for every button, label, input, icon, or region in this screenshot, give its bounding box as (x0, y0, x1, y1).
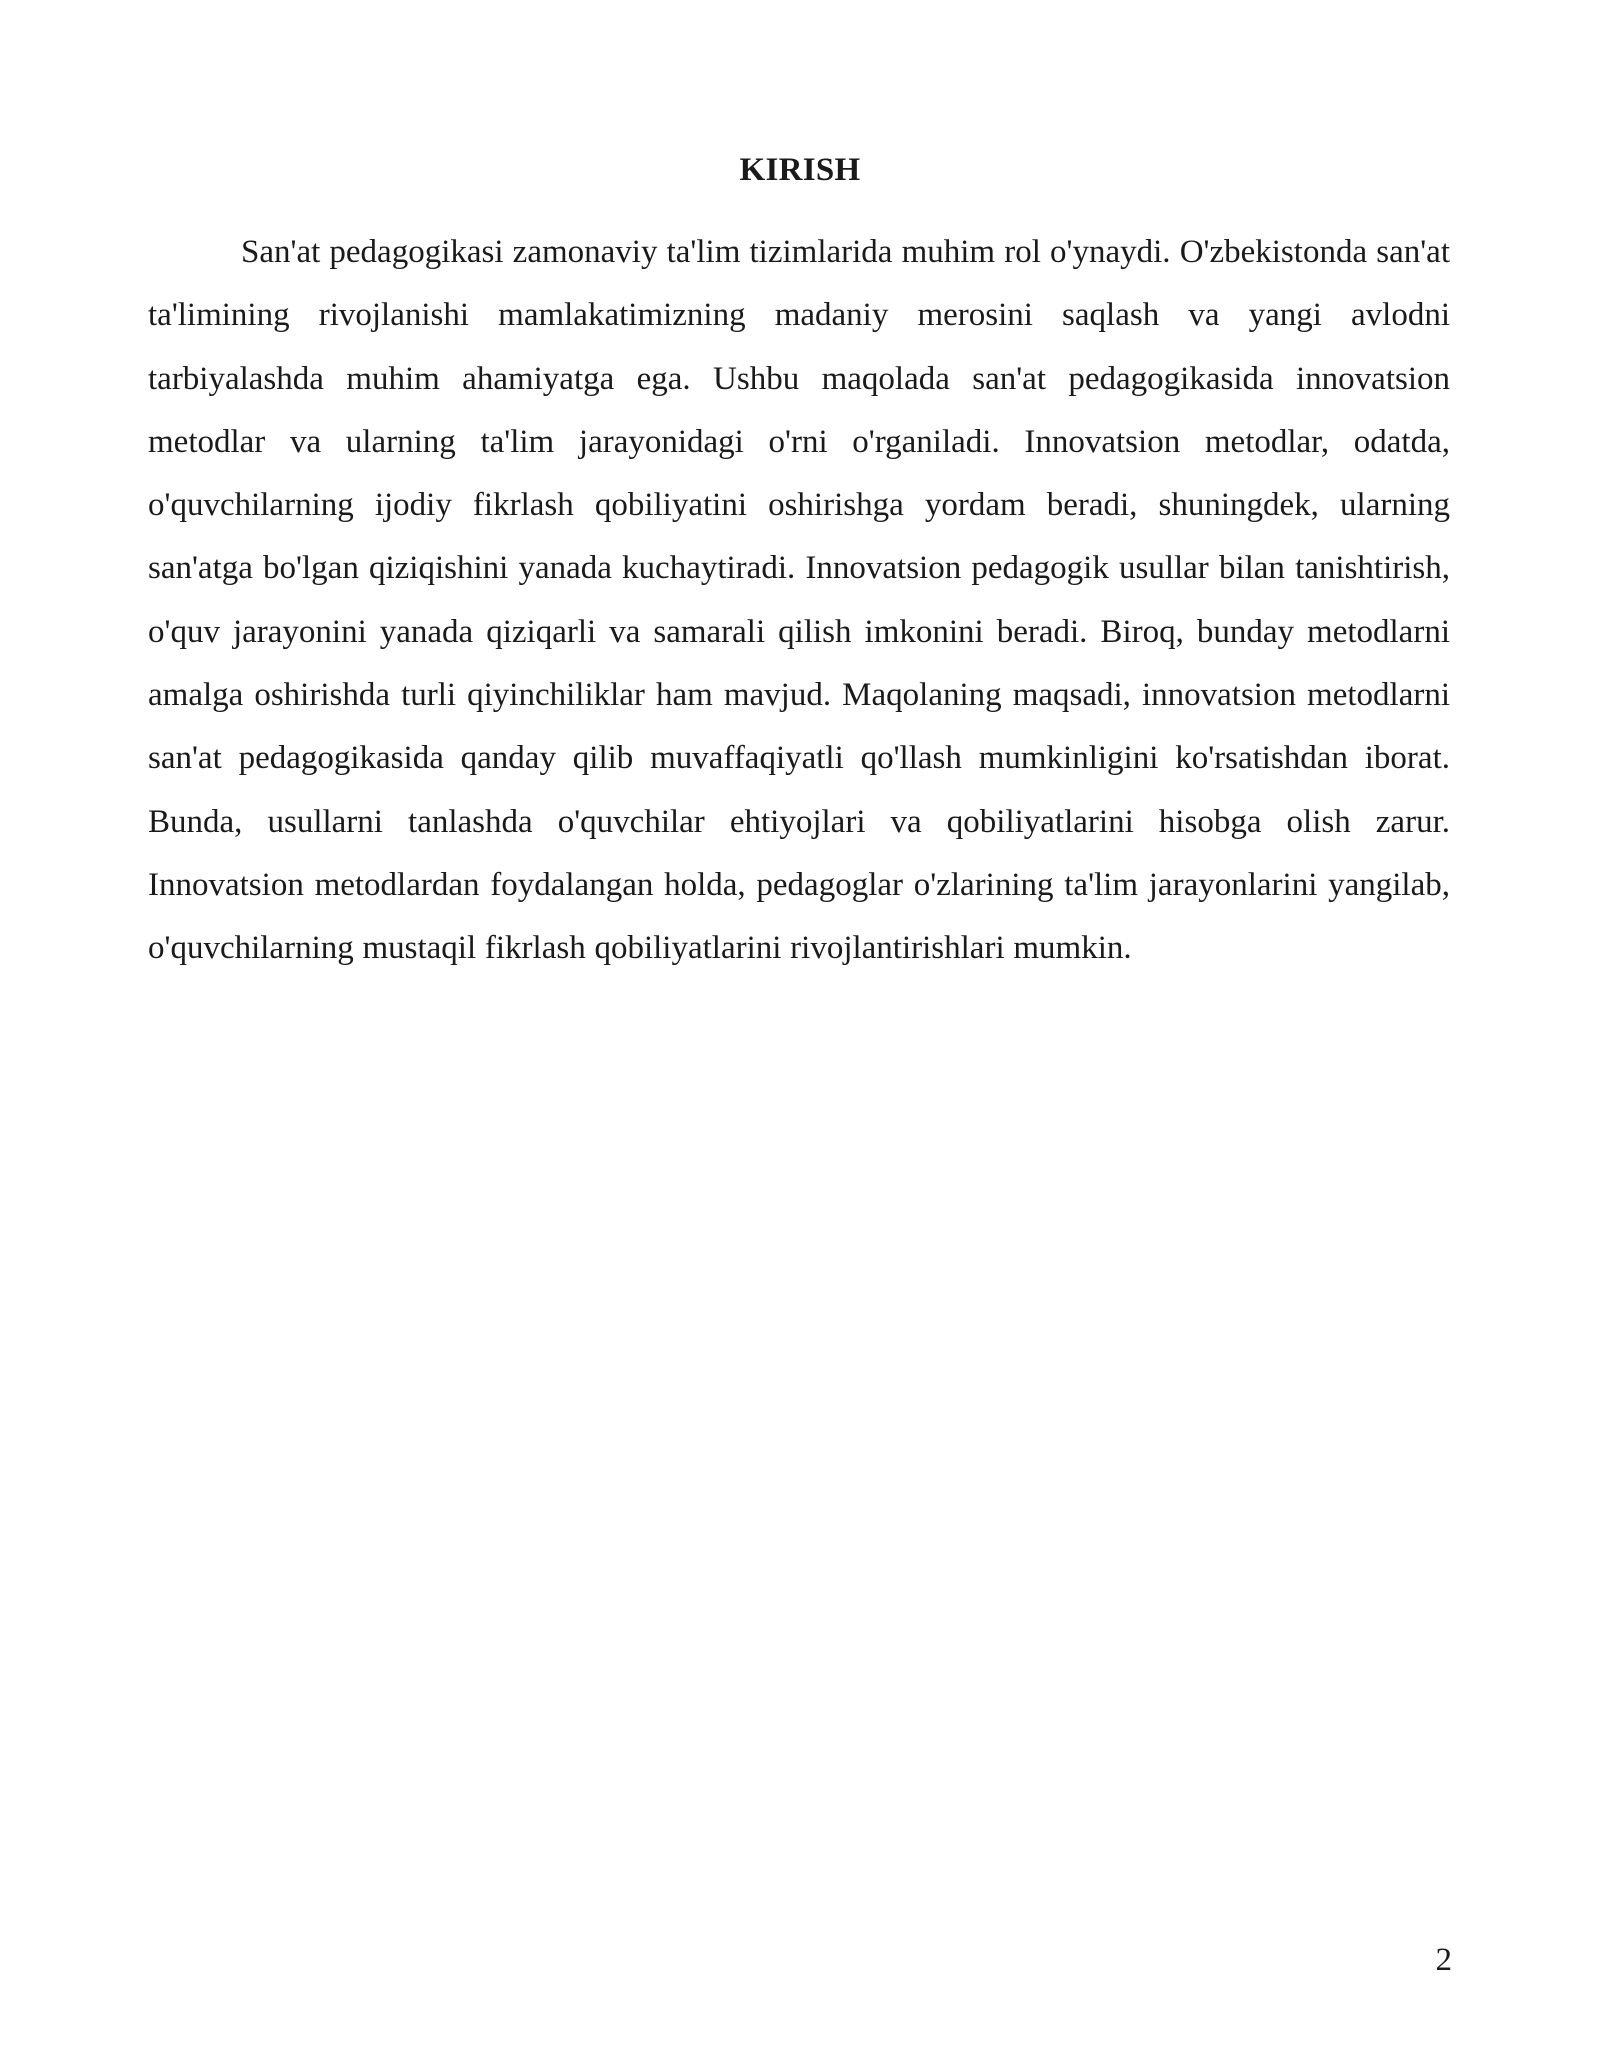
body-paragraph: San'at pedagogikasi zamonaviy ta'lim tizimlarida muhim rol o'ynaydi. O'zbekistonda san'at ta'limining rivojlanishi mamlakatimizning madaniy merosini saqlash va yangi avlodni tarbiyalashda muhim ahamiyatga ega. Ushbu maqolada san'at pedagogikasida innovatsion metodlar va ularning ta'lim jarayonidagi o'rni o'rganiladi. Innovatsion metodlar, odatda, o'quvchilarning ijodiy fikrlash qobiliyatini oshirishga yordam beradi, shuningdek, ularning san'atga bo'lgan qiziqishini yanada kuchaytiradi. Innovatsion pedagogik usullar bilan tanishtirish, o'quv jarayonini yanada qiziqarli va samarali qilish imkonini beradi. Biroq, bunday metodlarni amalga oshirishda turli qiyinchiliklar ham mavjud. Maqolaning maqsadi, innovatsion metodlarni san'at pedagogikasida qanday qilib muvaffaqiyatli qo'llash mumkinligini ko'rsatishdan iborat. Bunda, usullarni tanlashda o'quvchilar ehtiyojlari va qobiliyatlarini hisobga olish zarur. Innovatsion metodlardan foydalangan holda, pedagoglar o'zlarining ta'lim jarayonlarini yangilab, o'quvchilarning mustaqil fikrlash qobiliyatlarini rivojlantirishlari mumkin. (148, 234, 1450, 967)
section-heading: KIRISH (739, 152, 861, 188)
page-number: 2 (1435, 1942, 1452, 1978)
